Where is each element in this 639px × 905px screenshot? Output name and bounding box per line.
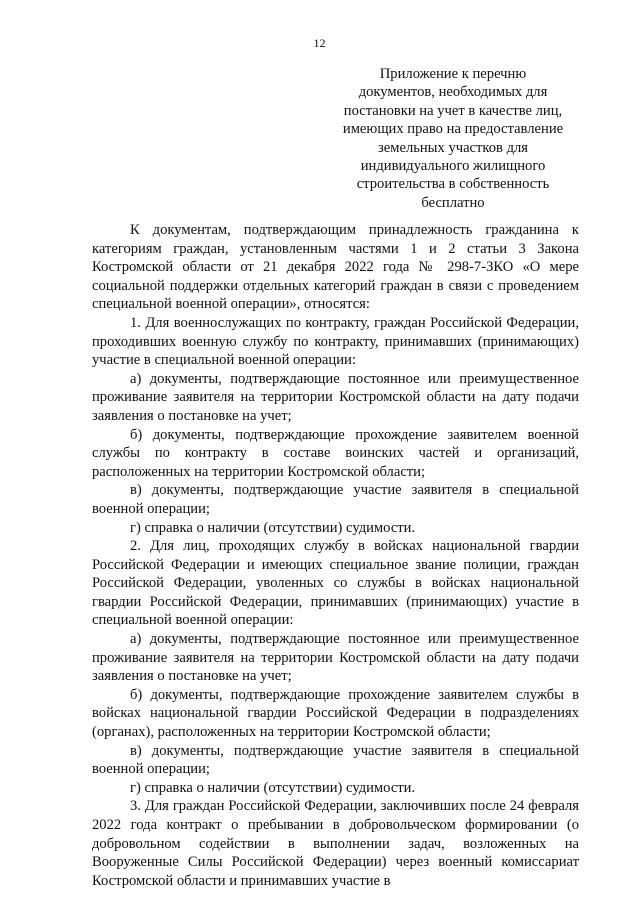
section-1-heading: 1. Для военнослужащих по контракту, граждан Российской Федерации, проходивших военную службу по контракту, принимавших (принимающих) участие в специальной военной операции: — [92, 314, 579, 369]
section-1-item-v: в) документы, подтверждающие участие заявителя в специальной военной операции; — [92, 482, 579, 517]
appendix-line: земельных участков для — [377, 139, 529, 156]
appendix-line: имеющих право на предоставление — [342, 121, 564, 138]
section-2-item-a: а) документы, подтверждающие постоянное или преимущественное проживание заявителя на территории Костромской области на дату подачи заявления о постановке на учет; — [92, 631, 579, 685]
section-2-item-g: г) справка о наличии (отсутствии) судимости. — [130, 779, 416, 796]
page-number: 12 — [313, 36, 326, 50]
appendix-line: документов, необходимых для — [358, 84, 548, 101]
section-2-item-b: б) документы, подтверждающие прохождение заявителем службы в войсках национальной гвардии Российской Федерации в подразделениях (органах), расположенных на территории Костромской области; — [92, 686, 579, 741]
appendix-line: постановки на учет в качестве лиц, — [343, 102, 563, 119]
intro-paragraph: К документам, подтверждающим принадлежность гражданина к категориям граждан, установленным частями 1 и 2 статьи 3 Закона Костромской области от 21 декабря 2022 года № 298-7-ЗКО «О мере социальной поддержки отдельных категорий граждан в связи с проведением специальной военной операции», относятся: — [92, 222, 579, 313]
appendix-line: строительства в собственность — [356, 176, 550, 193]
appendix-line: бесплатно — [421, 194, 485, 211]
section-2-item-v: в) документы, подтверждающие участие заявителя в специальной военной операции; — [92, 742, 579, 778]
section-1-item-a: а) документы, подтверждающие постоянное или преимущественное проживание заявителя на территории Костромской области на дату подачи заявления о постановке на учет; — [92, 370, 579, 424]
document-body — [92, 221, 579, 890]
appendix-heading — [320, 65, 586, 212]
appendix-line: индивидуального жилищного — [360, 158, 546, 175]
section-3-heading: 3. Для граждан Российской Федерации, заключивших после 24 февраля 2022 года контракт о пребывании в добровольческом формировании (о добровольном содействии в выполнении задач, возложенных на Вооруженные Силы Российской Федерации) через военный комиссариат Костромской области и принимавших участие в — [92, 798, 579, 889]
section-2-heading: 2. Для лиц, проходящих службу в войсках национальной гвардии Российской Федерации и имеющих специальное звание полиции, граждан Российской Федерации, уволенных со службы в войсках национальной гвардии Российской Федерации, принимавших (принимающих) участие в специальной военной операции: — [92, 538, 579, 629]
section-1-item-b: б) документы, подтверждающие прохождение заявителем военной службы по контракту в составе воинских частей и организаций, расположенных на территории Костромской области; — [92, 426, 579, 480]
appendix-line: Приложение к перечню — [379, 66, 527, 82]
section-1-item-g: г) справка о наличии (отсутствии) судимости. — [130, 519, 416, 536]
